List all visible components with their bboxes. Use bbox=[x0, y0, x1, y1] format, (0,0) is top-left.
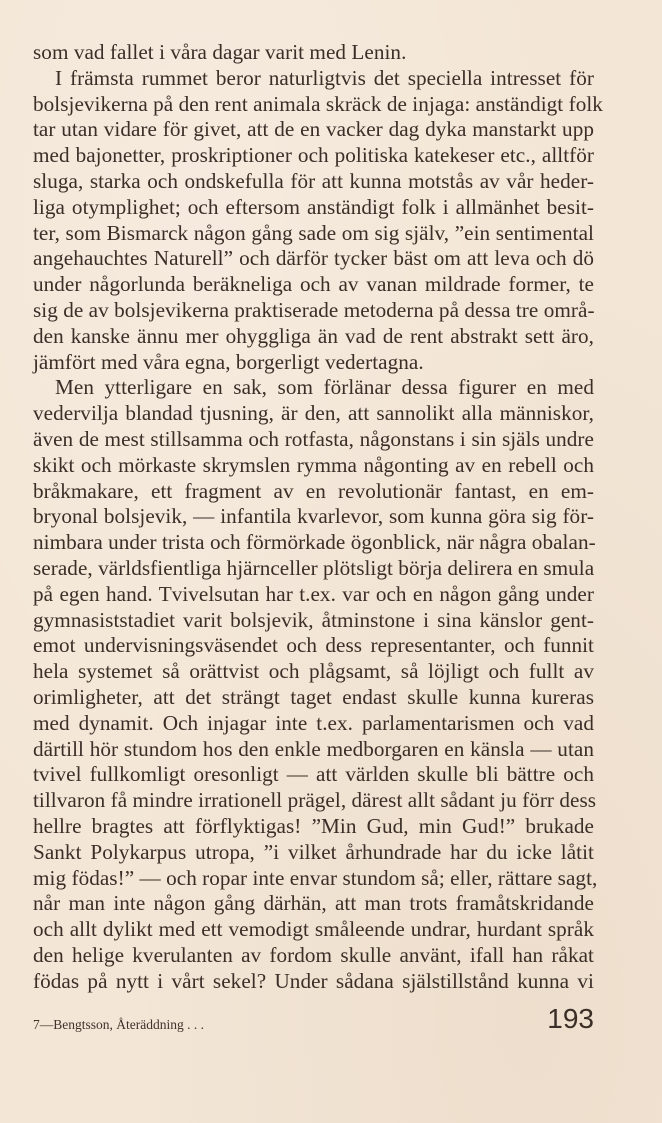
text-line: den helige kverulanten av fordom skulle använt, ifall han råkat bbox=[33, 942, 594, 967]
text-line: nimbara under trista och förmörkade ögonblick, när några obalan- bbox=[33, 530, 596, 555]
text-line: den kanske ännu mer ohyggliga än vad de rent abstrakt sett äro, bbox=[33, 323, 594, 348]
text-line: skikt och mörkaste skrymslen rymma någonting av en rebell och bbox=[33, 452, 594, 477]
text-line: med dynamit. Och injagar inte t.ex. parlamentarismen och vad bbox=[33, 710, 594, 735]
text-line: även de mest stillsamma och rotfasta, någonstans i sin själs undre bbox=[33, 426, 594, 451]
text-line: tvivel fullkomligt oresonligt — att världen skulle bli bättre och bbox=[33, 762, 594, 787]
text-line: födas på nytt i vårt sekel? Under sådana själstillstånd kunna vi bbox=[33, 968, 594, 993]
text-line: bryonal bolsjevik, — infantila kvarlevor, som kunna göra sig för- bbox=[33, 504, 594, 529]
text-line: serade, världsfientliga hjärnceller plötsligt börja delirera en smula bbox=[33, 555, 595, 580]
text-line: med bajonetter, proskriptioner och politiska katekeser etc., alltför bbox=[33, 143, 594, 168]
text-line: bolsjevikerna på den rent animala skräck de injaga: anständigt folk bbox=[33, 91, 603, 116]
text-line: Sankt Polykarpus utropa, ”i vilket århundrade har du icke låtit bbox=[33, 839, 594, 864]
text-line: och allt dylikt med ett vemodigt småleende undrar, hurdant språk bbox=[33, 917, 594, 942]
text-line: liga otymplighet; och eftersom anständigt folk i allmänhet besit- bbox=[33, 194, 594, 219]
text-line: hellre bragtes att förflyktigas! ”Min Gud, min Gud!” brukade bbox=[33, 813, 594, 838]
text-line: mig födas!” — och ropar inte envar stundom så; eller, rättare sagt, bbox=[33, 865, 598, 890]
text-line: under någorlunda beräkneliga och av vanan mildrade former, te bbox=[33, 272, 594, 297]
text-line: hela systemet så orättvist och plågsamt, så löjligt och fullt av bbox=[33, 659, 594, 684]
page-number: 193 bbox=[547, 1003, 594, 1034]
text-line: emot undervisningsväsendet och dess representanter, och funnit bbox=[33, 633, 594, 658]
text-line: orimligheter, att det strängt taget endast skulle kunna kureras bbox=[33, 684, 594, 709]
printer-signature: 7—Bengtsson, Återäddning . . . bbox=[33, 1017, 204, 1032]
text-line: som vad fallet i våra dagar varit med Lenin. bbox=[33, 40, 407, 64]
text-line: sluga, starka och ondskefulla för att kunna motstås av vår heder- bbox=[33, 168, 594, 193]
text-line: ter, som Bismarck någon gång sade om sig själv, ”ein sentimental bbox=[33, 220, 594, 245]
text-line: därtill hör stundom hos den enkle medborgaren en känsla — utan bbox=[33, 736, 594, 761]
text-line: I främsta rummet beror naturligtvis det speciella intresset för bbox=[55, 65, 594, 90]
text-line: sig de av bolsjevikerna praktiserade metoderna på dessa tre områ- bbox=[33, 297, 595, 322]
page-footer bbox=[33, 1003, 594, 1043]
text-line: vedervilja blandad tjusning, är den, att sannolikt alla människor, bbox=[33, 401, 594, 426]
text-line: angehauchtes Naturell” och därför tycker bäst om att leva och dö bbox=[33, 246, 594, 271]
text-line: tar utan vidare för givet, att de en vacker dag dyka manstarkt upp bbox=[33, 117, 594, 142]
text-line: tillvaron få mindre irrationell prägel, därest allt sådant ju förr dess bbox=[33, 788, 597, 813]
text-line: gymnasiststadiet varit bolsjevik, åtminstone i sina känslor gent- bbox=[33, 607, 594, 632]
text-line: jämfört med våra egna, borgerligt vedertagna. bbox=[33, 349, 424, 374]
text-line: Men ytterligare en sak, som förlänar dessa figurer en med bbox=[55, 375, 594, 400]
text-line: bråkmakare, ett fragment av en revolutionär fantast, en em- bbox=[33, 478, 594, 503]
text-line: på egen hand. Tvivelsutan har t.ex. var och en någon gång under bbox=[33, 581, 594, 606]
text-line: når man inte någon gång därhän, att man trots framåtskridande bbox=[33, 891, 594, 916]
body-text bbox=[33, 40, 603, 994]
